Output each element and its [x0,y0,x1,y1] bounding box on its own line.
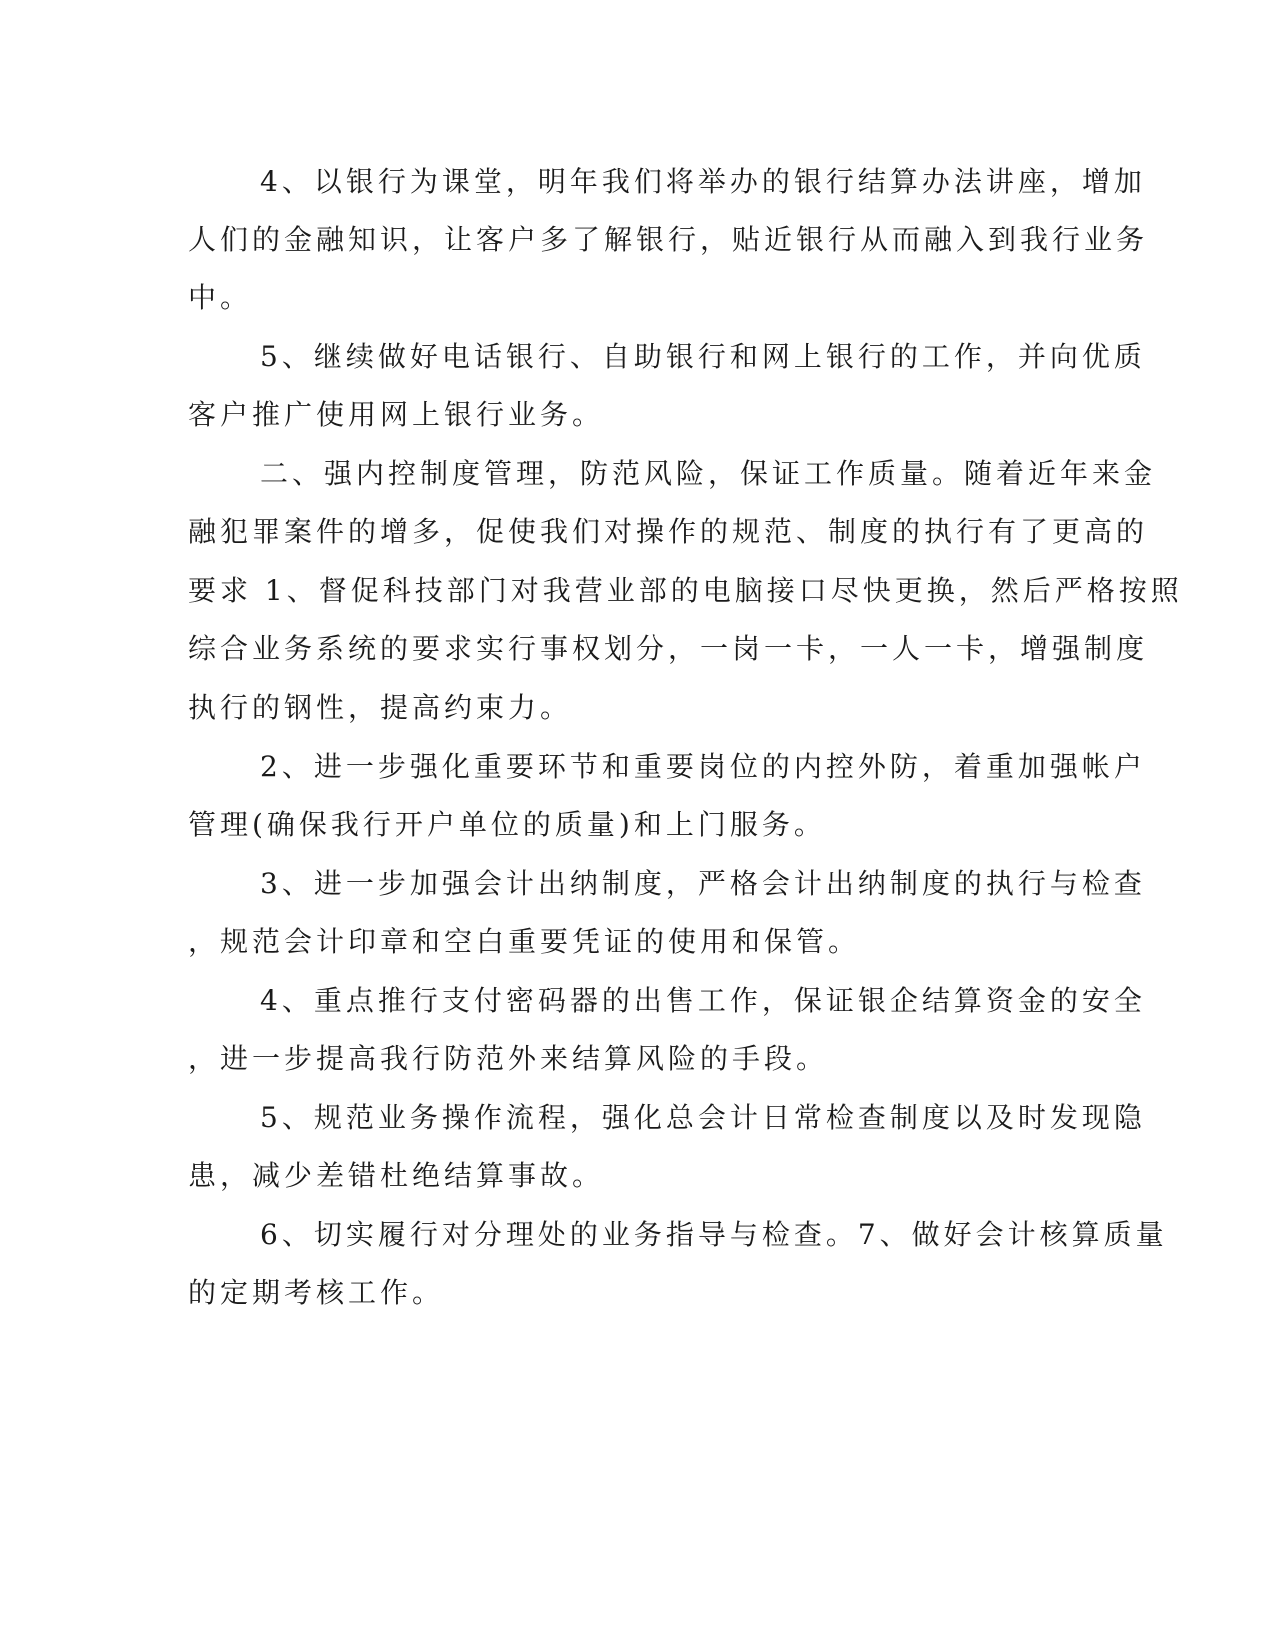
paragraph-line: 4、重点推行支付密码器的出售工作，保证银企结算资金的安全 [260,984,1146,1017]
paragraph-line: 管理(确保我行开户单位的质量)和上门服务。 [188,808,826,841]
paragraph-line: 综合业务系统的要求实行事权划分，一岗一卡，一人一卡，增强制度 [188,632,1149,665]
paragraph-line: 2、进一步强化重要环节和重要岗位的内控外防，着重加强帐户 [260,750,1146,783]
paragraph-line: 5、继续做好电话银行、自助银行和网上银行的工作，并向优质 [260,340,1146,373]
paragraph-line: 客户推广使用网上银行业务。 [188,398,605,431]
paragraph-line: 执行的钢性，提高约束力。 [188,691,573,724]
paragraph-line: 患，减少差错杜绝结算事故。 [188,1159,605,1192]
paragraph-line: 4、以银行为课堂，明年我们将举办的银行结算办法讲座，增加 [260,165,1146,198]
paragraph-line: 要求 1、督促科技部门对我营业部的电脑接口尽快更换，然后严格按照 [188,574,1183,607]
paragraph-line: 二、强内控制度管理，防范风险，保证工作质量。随着近年来金 [260,457,1157,490]
paragraph-line: 3、进一步加强会计出纳制度，严格会计出纳制度的执行与检查 [260,867,1146,900]
paragraph-line: 中。 [188,281,253,314]
paragraph-line: ，规范会计印章和空白重要凭证的使用和保管。 [188,925,861,958]
paragraph-line: 的定期考核工作。 [188,1276,445,1309]
paragraph-line: 人们的金融知识，让客户多了解银行，贴近银行从而融入到我行业务 [188,223,1149,256]
paragraph-line: 5、规范业务操作流程，强化总会计日常检查制度以及时发现隐 [260,1101,1146,1134]
paragraph-line: ，进一步提高我行防范外来结算风险的手段。 [188,1042,829,1075]
paragraph-line: 6、切实履行对分理处的业务指导与检查。7、做好会计核算质量 [260,1218,1168,1251]
paragraph-line: 融犯罪案件的增多，促使我们对操作的规范、制度的执行有了更高的 [188,515,1149,548]
